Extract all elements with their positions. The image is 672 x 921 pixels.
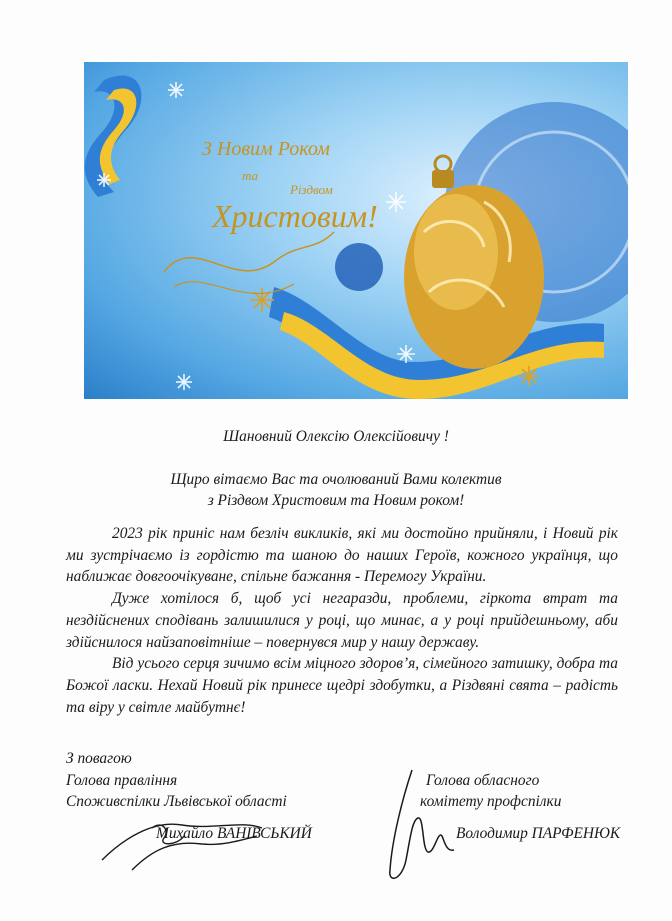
right-signature bbox=[372, 760, 462, 890]
card-title-line3: Різдвом bbox=[290, 182, 333, 197]
card-title bbox=[180, 120, 420, 270]
body-paragraph-1: 2023 рік приніс нам безліч викликів, які ми достойно прийняли, і Новий рік ми зустрічаємо із гордістю та шаною до наших Героїв, кожного українця, що наближає довгоочікуване, спільне бажання - Перемогу України. bbox=[66, 525, 618, 586]
right-signer-title2: комітету профспілки bbox=[420, 793, 562, 810]
card-title-line2: та bbox=[242, 168, 259, 183]
right-signer-title1: Голова обласного bbox=[426, 772, 540, 789]
salutation: Шановний Олексію Олексійовичу ! bbox=[223, 428, 449, 445]
left-signer-name: Михайло ВАНІВСЬКИЙ bbox=[156, 825, 312, 842]
body-paragraph-3: Від усього серця зичимо всім міцного здоров’я, сімейного затишку, добра та Божої ласки. Нехай Новий рік принесе щедрі здобутки, а Різдвяні свята – радість та віру у світле майбутнє! bbox=[66, 655, 618, 716]
left-signer-title1: Голова правління bbox=[66, 772, 178, 789]
greeting-line2: з Різдвом Христовим та Новим роком! bbox=[207, 492, 465, 509]
greeting-card-image bbox=[84, 62, 628, 399]
left-signature bbox=[92, 800, 272, 880]
greeting-line1: Щиро вітаємо Вас та очолюваний Вами колектив bbox=[170, 471, 502, 488]
card-title-line4: Христовим! bbox=[212, 198, 378, 234]
body-paragraph-2: Дуже хотілося б, щоб усі негаразди, проблеми, гіркота втрат та нездійснених сподівань залишилися у році, що минає, а у році прийдешньому, аби здійснилося найзаповітніше – повернувся мир у нашу державу. bbox=[66, 590, 618, 651]
left-signer-title2: Споживспілки Львівської області bbox=[66, 793, 287, 810]
card-title-line1: З Новим Роком bbox=[202, 138, 330, 160]
right-signer-name: Володимир ПАРФЕНЮК bbox=[456, 825, 621, 842]
closing: З повагою bbox=[66, 750, 132, 767]
letter-body bbox=[66, 523, 618, 718]
